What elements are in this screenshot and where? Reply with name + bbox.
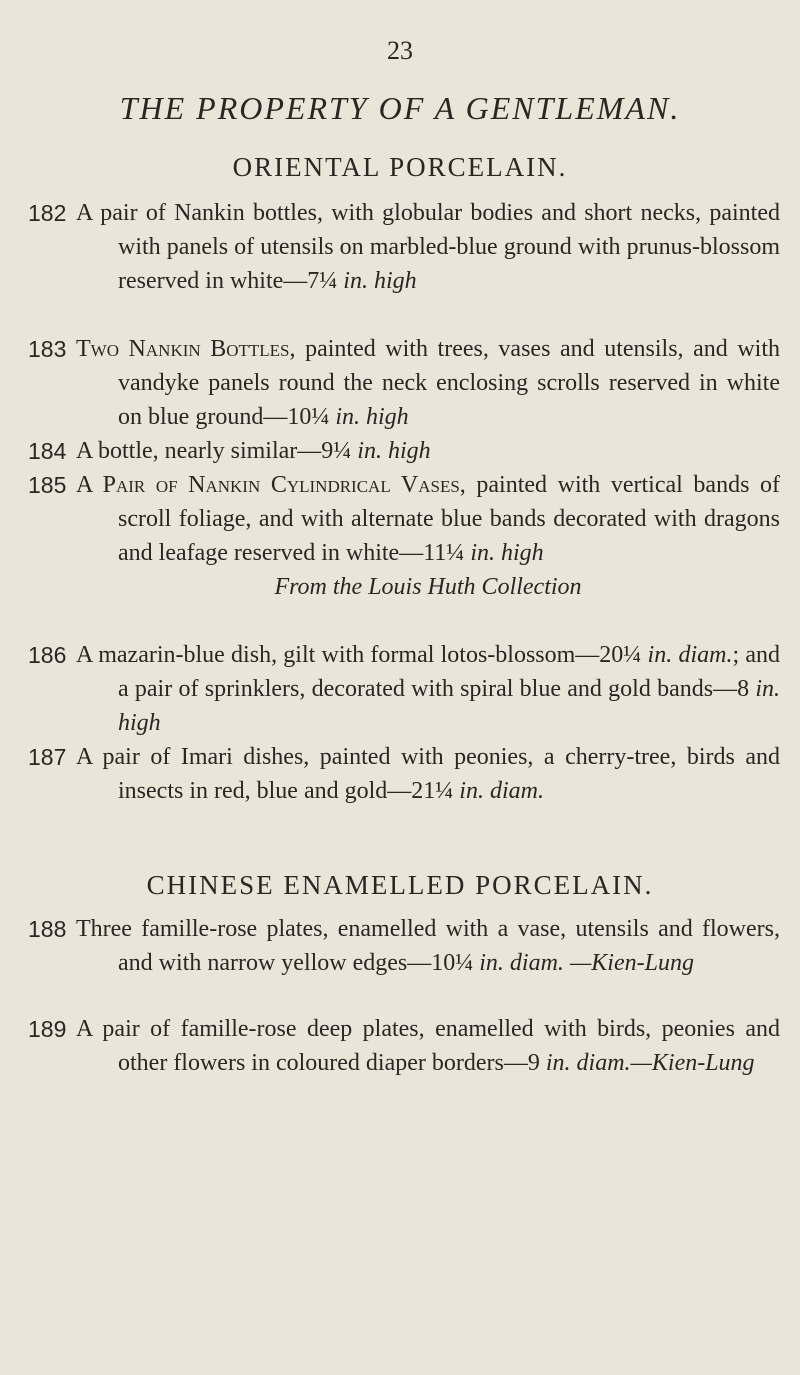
- lot-description: A pair of Imari dishes, painted with peonies, a cherry-tree, birds and insects in red, blue and gold—21¼ in. diam.: [76, 744, 780, 804]
- lot-lead: Two Nankin Bottles,: [76, 336, 296, 362]
- dimension: in. high: [118, 676, 781, 736]
- lot-184: [28, 434, 780, 468]
- lot-182: [28, 196, 780, 298]
- lot-number: 186: [28, 642, 67, 668]
- section-heading-chinese-enamelled: CHINESE ENAMELLED PORCELAIN.: [146, 870, 654, 900]
- lot-description: A bottle, nearly similar—9¼ in. high: [76, 438, 431, 464]
- dimension: in. high: [470, 540, 544, 566]
- lot-185: [28, 468, 780, 604]
- lot-description: A pair of famille-rose deep plates, enamelled with birds, peonies and other flowers in coloured diaper borders—9 in. diam.—Kien-Lung: [76, 1016, 780, 1076]
- dimension: in. diam.: [545, 1050, 631, 1076]
- running-title: THE PROPERTY OF A GENTLEMAN.: [119, 90, 681, 126]
- attribution: —Kien-Lung: [630, 1050, 755, 1076]
- provenance: From the Louis Huth Collection: [274, 574, 582, 600]
- dimension: in. high: [343, 268, 417, 294]
- dimension: in. diam.: [479, 950, 564, 976]
- lot-description: Two Nankin Bottles, painted with trees, vases and utensils, and with vandyke panels round the neck enclosing scrolls reserved in white on blue ground—10¼ in. high: [76, 336, 781, 430]
- lot-number: 183: [28, 336, 67, 362]
- lot-lead: A Pair of Nankin Cylindrical Vases,: [76, 472, 466, 498]
- lot-183: [28, 332, 780, 434]
- dimension: in. diam.: [459, 778, 544, 804]
- lot-description: Three famille-rose plates, enamelled with a vase, utensils and flowers, and with narrow yellow edges—10¼ in. diam. —Kien-Lung: [76, 916, 780, 976]
- lot-188: [28, 912, 780, 980]
- lot-number: 189: [28, 1016, 67, 1042]
- page-number: 23: [387, 36, 413, 65]
- lot-187: [28, 740, 780, 808]
- lot-number: 187: [28, 744, 67, 770]
- lot-description: A pair of Nankin bottles, with globular bodies and short necks, painted with panels of utensils on marbled-blue ground with prunus-blossom reserved in white—7¼ in. high: [76, 200, 780, 294]
- dimension: in. high: [357, 438, 431, 464]
- lot-189: [28, 1012, 780, 1080]
- section-heading-oriental: ORIENTAL PORCELAIN.: [232, 152, 568, 182]
- lot-186: [28, 638, 780, 740]
- lot-description: A mazarin-blue dish, gilt with formal lotos-blossom—20¼ in. diam.; and a pair of sprinklers, decorated with spiral blue and gold bands—8 in. high: [76, 642, 781, 736]
- attribution: —Kien-Lung: [569, 950, 694, 976]
- dimension: in. high: [335, 404, 409, 430]
- lot-number: 188: [28, 916, 67, 942]
- lot-description: A Pair of Nankin Cylindrical Vases, painted with vertical bands of scroll foliage, and with alternate blue bands decorated with dragons and leafage reserved in white—11¼ in. high From the Louis Huth Collection: [76, 468, 780, 604]
- lot-number: 184: [28, 438, 67, 464]
- lot-number: 185: [28, 472, 67, 498]
- dimension: in. diam.: [647, 642, 733, 668]
- lot-number: 182: [28, 200, 67, 226]
